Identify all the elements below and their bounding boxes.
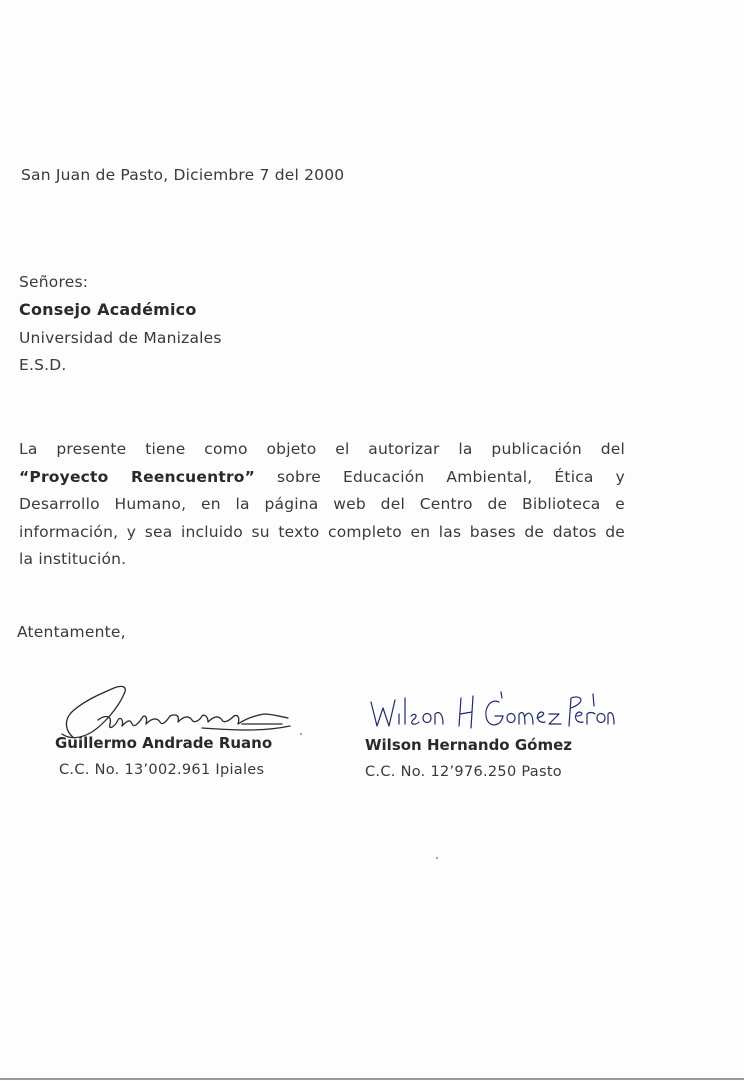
signatory-1-id: C.C. No. 13’002.961 Ipiales — [59, 762, 265, 778]
scan-speck — [300, 733, 302, 735]
signatory-1-name: Guillermo Andrade Ruano — [55, 734, 273, 752]
scan-speck — [436, 857, 438, 859]
letter-body — [19, 436, 625, 574]
project-name: “Proyecto Reencuentro” — [19, 467, 256, 486]
body-line-2-rest: sobre Educación Ambiental, Ética y — [255, 467, 625, 486]
closing: Atentamente, — [17, 623, 126, 641]
body-line-5: la institución. — [19, 550, 127, 568]
body-line-2 — [19, 464, 625, 492]
signature-wilson — [365, 686, 615, 736]
body-line-4: información, y sea incluido su texto completo en las bases de datos de — [19, 522, 625, 541]
date-line: San Juan de Pasto, Diciembre 7 del 2000 — [21, 166, 345, 184]
recipient-body: Consejo Académico — [19, 300, 197, 319]
body-line-1: La presente tiene como objeto el autorizar la publicación del — [19, 440, 625, 458]
recipient-abbrev: E.S.D. — [19, 356, 67, 374]
salutation: Señores: — [19, 273, 89, 291]
recipient-org: Universidad de Manizales — [19, 329, 222, 347]
signatory-2-name: Wilson Hernando Gómez — [365, 736, 572, 754]
scan-edge — [0, 1078, 744, 1080]
body-line-3: Desarrollo Humano, en la página web del Centro de Biblioteca e — [19, 495, 625, 513]
signatory-2-id: C.C. No. 12’976.250 Pasto — [365, 764, 562, 780]
